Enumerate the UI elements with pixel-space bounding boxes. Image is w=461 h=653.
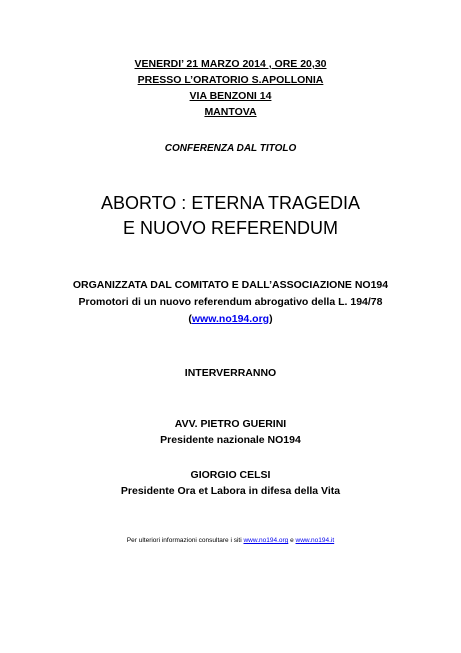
event-city: MANTOVA bbox=[204, 106, 257, 118]
footer-conj: e bbox=[288, 537, 296, 544]
conference-label: CONFERENZA DAL TITOLO bbox=[164, 143, 297, 154]
footer-link-no194-org[interactable]: www.no194.org bbox=[243, 537, 289, 544]
title-line-1: ABORTO : ETERNA TRAGEDIA bbox=[100, 193, 361, 213]
speaker-1-role: Presidente nazionale NO194 bbox=[160, 434, 301, 446]
event-date: VENERDI’ 21 MARZO 2014 , ORE 20,30 bbox=[134, 58, 327, 70]
footer-text: Per ulteriori informazioni consultare i siti bbox=[126, 537, 244, 544]
speakers-heading: INTERVERRANNO bbox=[184, 367, 277, 379]
organizer-link-line bbox=[0, 313, 461, 325]
organizer-website-link[interactable]: www.no194.org bbox=[191, 313, 270, 325]
speaker-1-name: AVV. PIETRO GUERINI bbox=[174, 418, 287, 430]
title-line-2: E NUOVO REFERENDUM bbox=[122, 218, 338, 238]
event-street: VIA BENZONI 14 bbox=[189, 90, 272, 102]
speaker-2-role: Presidente Ora et Labora in difesa della Vita bbox=[120, 485, 341, 497]
open-paren: ( bbox=[188, 313, 192, 325]
organizer-line-1: ORGANIZZATA DAL COMITATO E DALL’ASSOCIAZIONE NO194 bbox=[72, 279, 389, 291]
footer-info bbox=[0, 537, 461, 544]
footer-link-no194-it[interactable]: www.no194.it bbox=[295, 537, 335, 544]
organizer-line-2: Promotori di un nuovo referendum abrogativo della L. 194/78 bbox=[78, 296, 383, 308]
speaker-2-name: GIORGIO CELSI bbox=[190, 469, 271, 481]
close-paren: ) bbox=[269, 313, 273, 325]
event-venue: PRESSO L’ORATORIO S.APOLLONIA bbox=[137, 74, 324, 86]
